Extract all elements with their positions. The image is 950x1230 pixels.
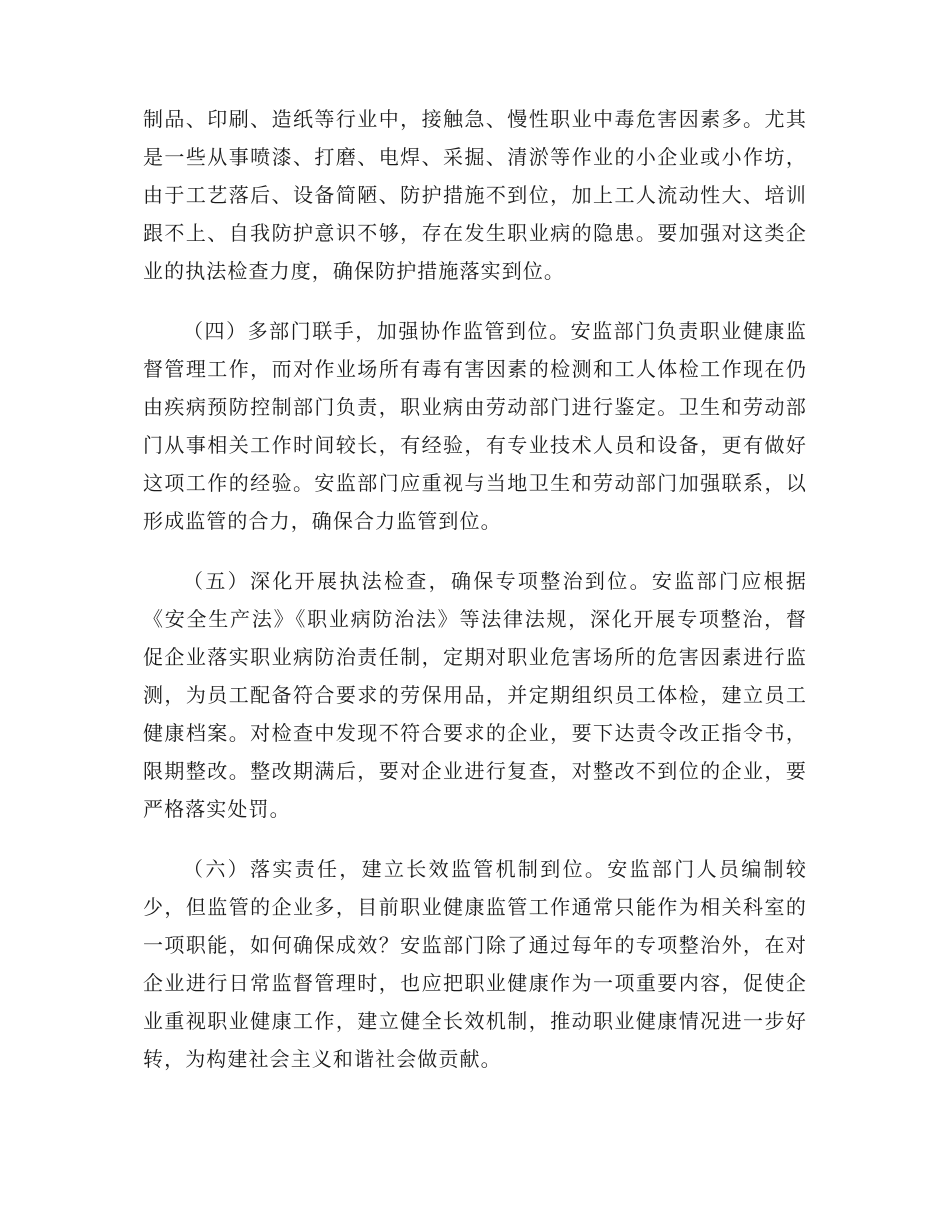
paragraph-section-4: （四）多部门联手，加强协作监管到位。安监部门负责职业健康监督管理工作，而对作业场所有毒有害因素的检测和工人体检工作现在仍由疾病预防控制部门负责，职业病由劳动部门进行鉴定。卫生和劳动部门从事相关工作时间较长，有经验，有专业技术人员和设备，更有做好这项工作的经验。安监部门应重视与当地卫生和劳动部门加强联系，以形成监管的合力，确保合力监管到位。 [143,319,807,533]
document-page [143,100,807,1100]
paragraph-section-6: （六）落实责任，建立长效监管机制到位。安监部门人员编制较少，但监管的企业多，目前职业健康监管工作通常只能作为相关科室的一项职能，如何确保成效？安监部门除了通过每年的专项整治外，在对企业进行日常监督管理时，也应把职业健康作为一项重要内容，促使企业重视职业健康工作，建立健全长效机制，推动职业健康情况进一步好转，为构建社会主义和谐社会做贡献。 [143,857,807,1071]
paragraph-continuation: 制品、印刷、造纸等行业中，接触急、慢性职业中毒危害因素多。尤其是一些从事喷漆、打磨、电焊、采掘、清淤等作业的小企业或小作坊，由于工艺落后、设备简陋、防护措施不到位，加上工人流动性大、培训跟不上、自我防护意识不够，存在发生职业病的隐患。要加强对这类企业的执法检查力度，确保防护措施落实到位。 [143,107,807,283]
paragraph-section-5: （五）深化开展执法检查，确保专项整治到位。安监部门应根据《安全生产法》《职业病防治法》等法律法规，深化开展专项整治，督促企业落实职业病防治责任制，定期对职业危害场所的危害因素进行监测，为员工配备符合要求的劳保用品，并定期组织员工体检，建立员工健康档案。对检查中发现不符合要求的企业，要下达责令改正指令书，限期整改。整改期满后，要对企业进行复查，对整改不到位的企业，要严格落实处罚。 [143,569,807,821]
